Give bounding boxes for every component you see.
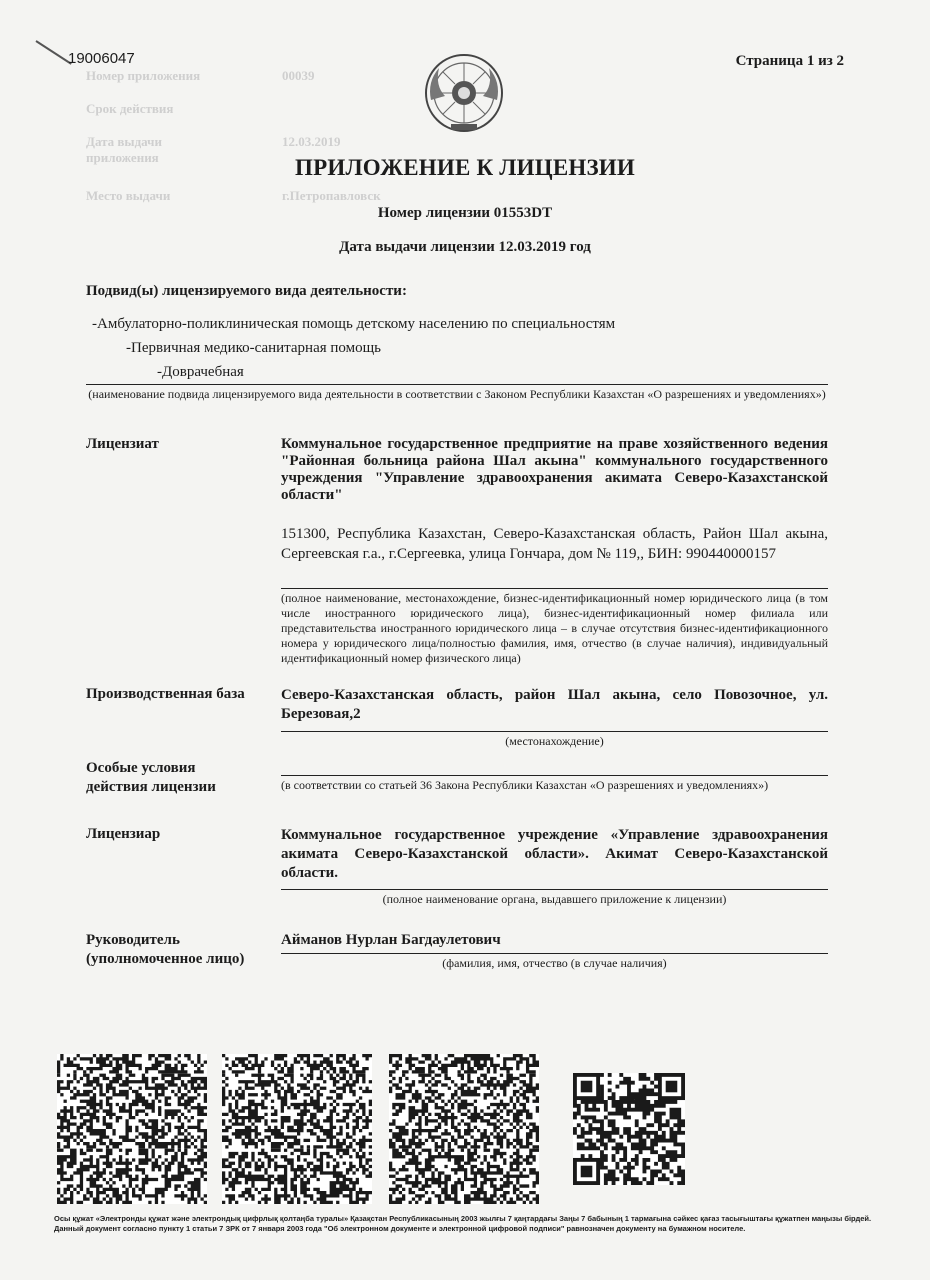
special-conditions-note: (в соответствии со статьей 36 Закона Республики Казахстан «О разрешениях и уведомлениях») <box>281 778 769 792</box>
faded-value: г.Петропавловск <box>282 188 381 203</box>
faded-label: Срок действия <box>86 101 174 116</box>
qr-code <box>57 1054 207 1204</box>
divider <box>281 953 828 954</box>
head-name: Айманов Нурлан Багдаулетович <box>281 932 501 948</box>
activity-item: -Амбулаторно-поликлиническая помощь детскому населению по специальностям <box>92 316 616 332</box>
qr-code <box>222 1054 372 1204</box>
activity-label: Первичная медико-санитарная помощь <box>131 340 382 356</box>
page-indicator: Страница 1 из 2 <box>735 53 844 69</box>
production-base-note: (местонахождение) <box>505 734 604 748</box>
faded-label: Дата выдачи приложения <box>86 134 162 165</box>
activity-item: -Первичная медико-санитарная помощь <box>126 340 382 356</box>
subtypes-heading: Подвид(ы) лицензируемого вида деятельности: <box>86 283 407 299</box>
divider <box>281 889 828 890</box>
divider <box>86 384 828 385</box>
licensee-note: (полное наименование, местонахождение, бизнес-идентификационный номер юридического лица (в том числе иностранного юридического лица), бизнес-идентификационный номер филиала или представительства иностранного юридического лица – в случае отсутствия бизнес-идентификационного номера у юридического лица/полностью фамилия, имя, отчество (в случае наличия), индивидуальный идентификационный номер физического лица) <box>281 591 828 665</box>
licensee-address: 151300, Республика Казахстан, Северо-Казахстанская область, Район Шал акына, Сергеевская г.а., г.Сергеевка, улица Гончара, дом № 119,, БИН: 990440000157 <box>281 526 828 562</box>
qr-code <box>389 1054 539 1204</box>
document-number: 19006047 <box>68 50 135 67</box>
divider <box>281 731 828 732</box>
special-conditions-label: действия лицензии <box>86 779 216 795</box>
licensor-label: Лицензиар <box>86 826 161 842</box>
licensor-note: (полное наименование органа, выдавшего приложение к лицензии) <box>382 892 727 906</box>
head-note: (фамилия, имя, отчество (в случае наличия) <box>442 956 667 970</box>
licensee-label: Лицензиат <box>86 436 159 452</box>
state-emblem-icon <box>423 52 505 134</box>
divider <box>281 775 828 776</box>
activity-label: Доврачебная <box>162 364 244 380</box>
license-number: Номер лицензии 01553DT <box>377 205 553 221</box>
license-date: Дата выдачи лицензии 12.03.2019 год <box>339 239 591 255</box>
divider <box>281 588 828 589</box>
faded-value: 00039 <box>282 68 315 83</box>
special-conditions-label: Особые условия <box>86 760 196 776</box>
activity-label: Амбулаторно-поликлиническая помощь детскому населению по специальностям <box>97 316 616 332</box>
licensor-value: Коммунальное государственное учреждение «Управление здравоохранения акимата Северо-Казахстанской области». Акимат Северо-Казахстанской области. <box>281 827 828 881</box>
qr-code <box>573 1073 685 1185</box>
faded-label: Номер приложения <box>86 68 201 83</box>
page-title: ПРИЛОЖЕНИЕ К ЛИЦЕНЗИИ <box>295 155 635 180</box>
licensee-name: Коммунальное государственное предприятие на праве хозяйственного ведения "Районная больница района Шал акына" коммунального государственного учреждения "Управление здравоохранения акимата Северо-Казахстанской области" <box>281 436 828 503</box>
production-base-label: Производственная база <box>86 686 245 702</box>
pen-mark <box>35 40 71 65</box>
head-label: Руководитель <box>86 932 180 948</box>
faded-value: 12.03.2019 <box>282 134 341 149</box>
activity-item: -Доврачебная <box>157 364 244 380</box>
faded-label: Место выдачи <box>86 188 171 203</box>
footer-legal-note: Осы құжат «Электронды құжат және электрондық цифрлық қолтаңба туралы» Қазақстан Республикасының 2003 жылғы 7 қаңтардағы Заңы 7 бабының 1 тармағына сәйкес қағаз тасығыштағы құжатпен маңызы бірдей. Данный документ согласно пункту 1 статьи 7 ЗРК от 7 января 2003 года "Об электронном документе и электронной цифровой подписи" равнозначен документу на бумажном носителе. <box>54 1214 872 1233</box>
head-label: (уполномоченное лицо) <box>86 951 245 967</box>
production-base-value: Северо-Казахстанская область, район Шал акына, село Повозочное, ул. Березовая,2 <box>281 687 828 722</box>
activities-note: (наименование подвида лицензируемого вида деятельности в соответствии с Законом Республики Казахстан «О разрешениях и уведомлениях») <box>88 387 826 401</box>
